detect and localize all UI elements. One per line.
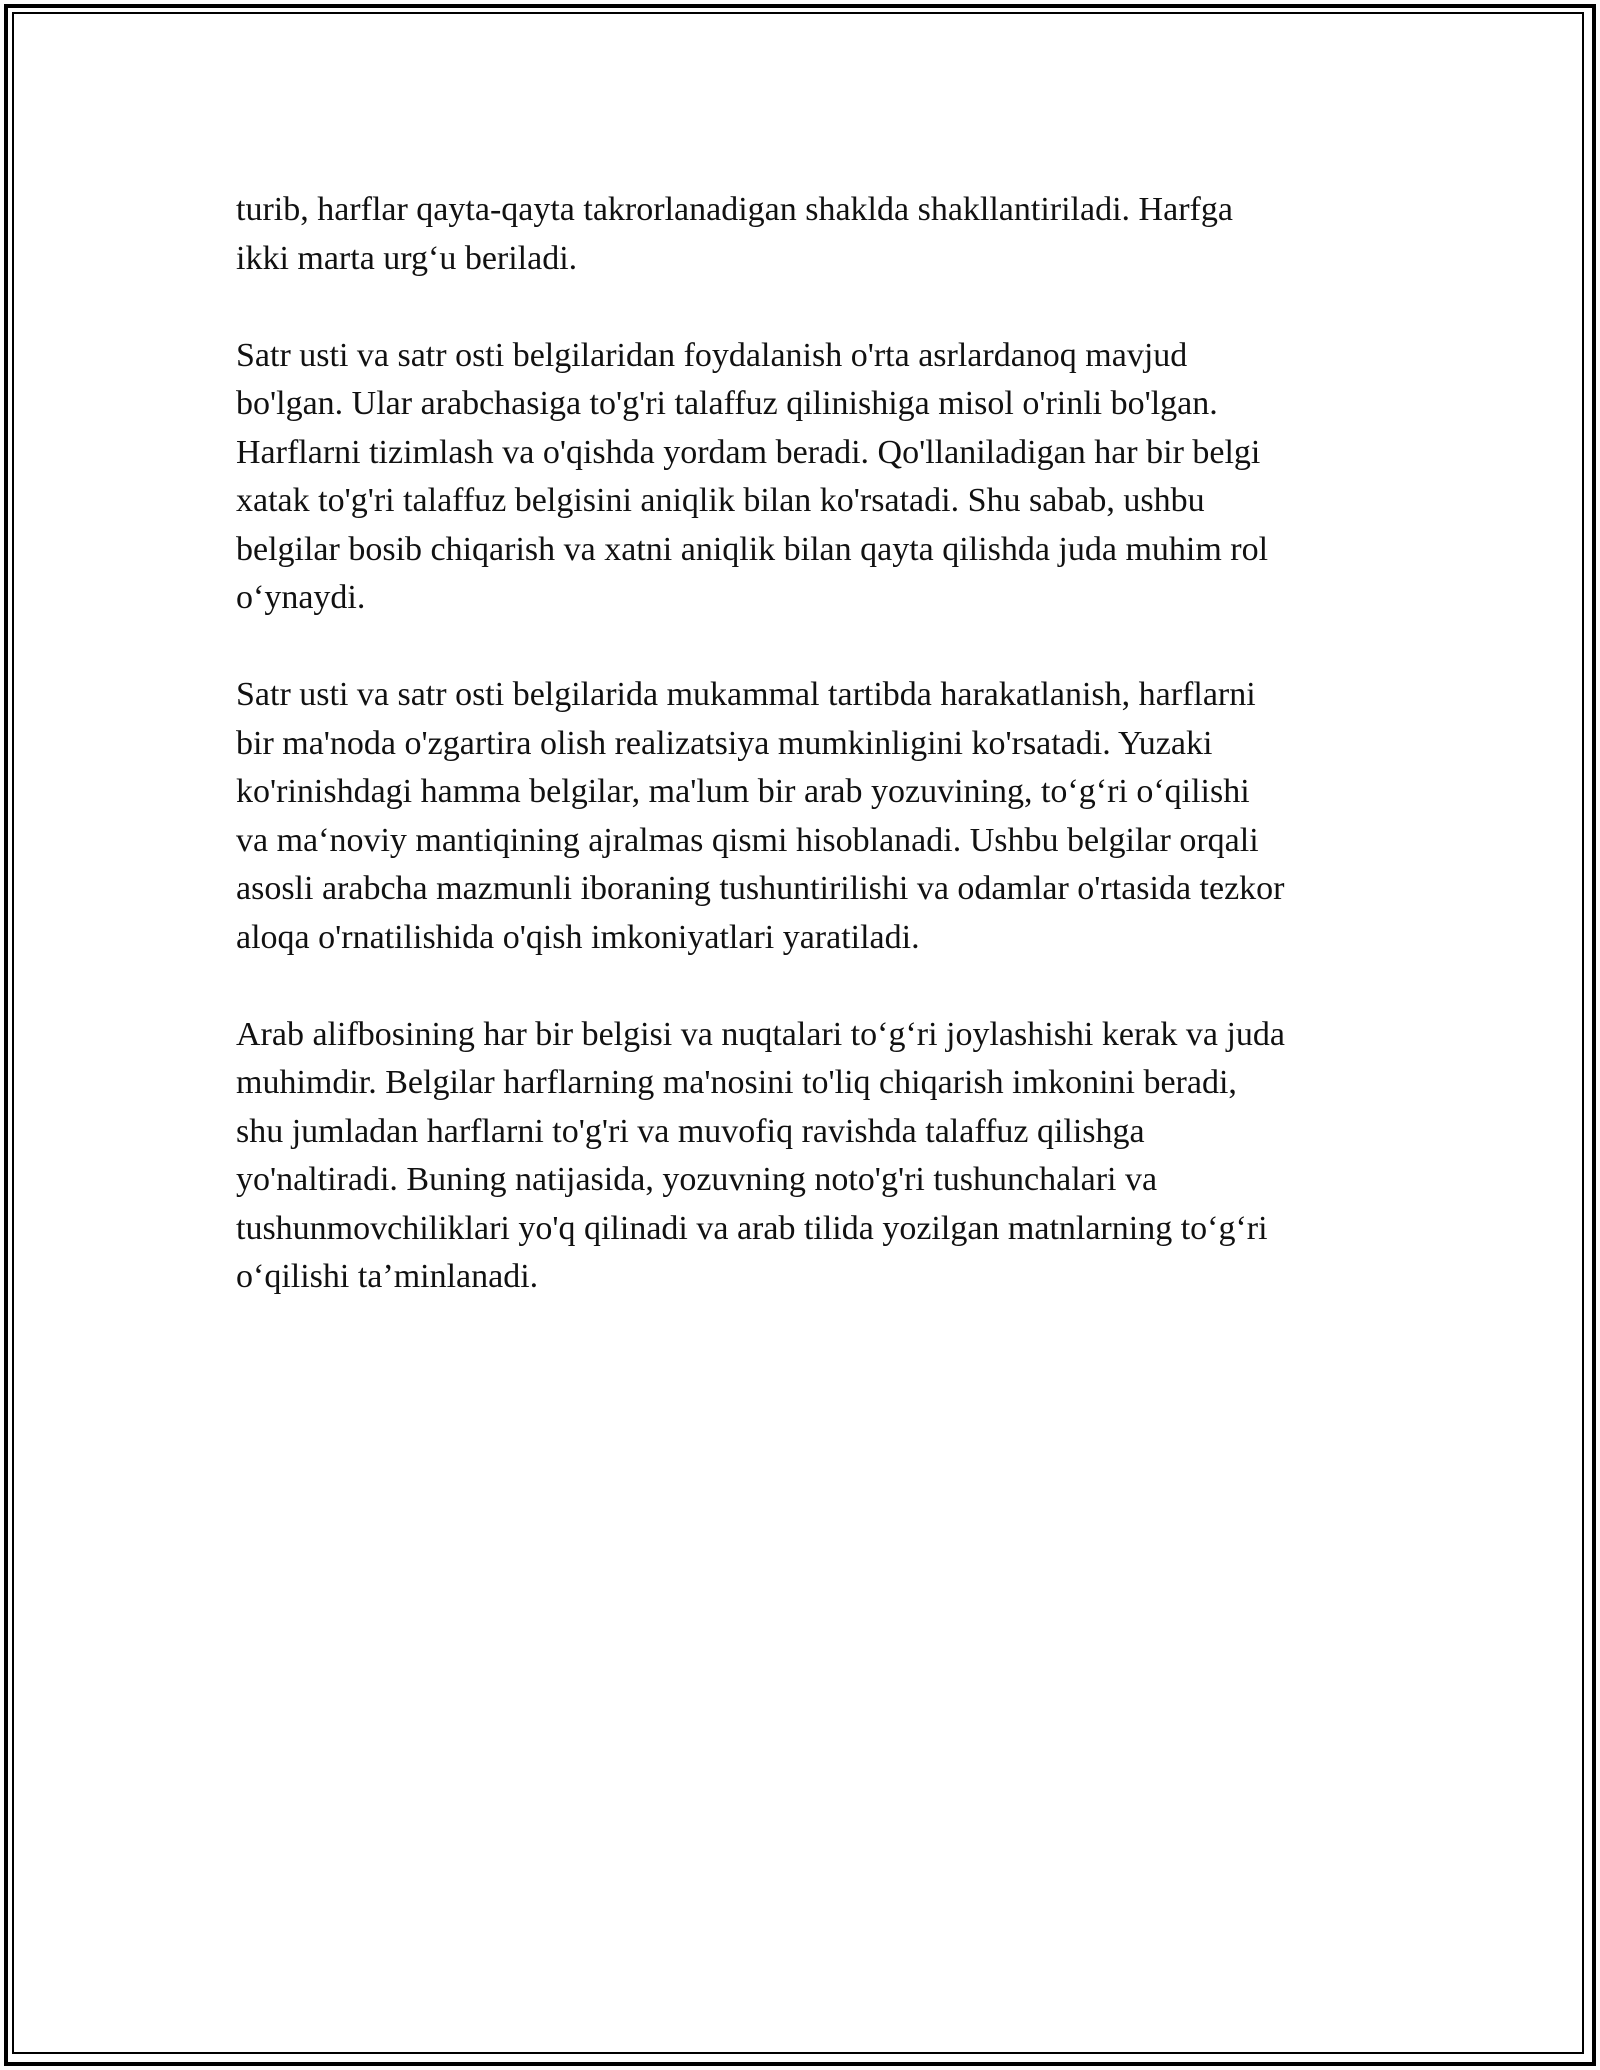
text-line: ko'rinishdagi hamma belgilar, ma'lum bir arab yozuvining, to‘g‘ri o‘qilishi [236,773,1250,810]
text-line: Arab alifbosining har bir belgisi va nuqtalari to‘g‘ri joylashishi kerak va juda [236,1015,1286,1053]
text-line: yo'naltiradi. Buning natijasida, yozuvning noto'g'ri tushunchalari va [236,1161,1158,1198]
text-line: va ma‘noviy mantiqining ajralmas qismi hisoblanadi. Ushbu belgilar orqali [236,821,1259,859]
text-line: xatak to'g'ri talaffuz belgisini aniqlik bilan ko'rsatadi. Shu sabab, ushbu [236,482,1205,519]
text-line: Harflarni tizimlash va o'qishda yordam beradi. Qo'llaniladigan har bir belgi [236,433,1261,471]
paragraph-1 [236,186,1396,283]
text-line: muhimdir. Belgilar harflarning ma'nosini to'liq chiqarish imkonini beradi, [236,1064,1237,1101]
text-line: aloqa o'rnatilishida o'qish imkoniyatlari yaratiladi. [236,918,920,956]
text-line: tushunmovchiliklari yo'q qilinadi va arab tilida yozilgan matnlarning to‘g‘ri [236,1209,1268,1247]
paragraph-3 [236,671,1396,962]
text-line: o‘qilishi ta’minlanadi. [236,1258,539,1295]
text-line: shu jumladan harflarni to'g'ri va muvofiq ravishda talaffuz qilishga [236,1112,1145,1150]
text-line: Satr usti va satr osti belgilaridan foydalanish o'rta asrlardanoq mavjud [236,336,1188,374]
text-line: turib, harflar qayta-qayta takrorlanadigan shaklda shakllantiriladi. Harfga [236,191,1233,228]
text-line: Satr usti va satr osti belgilarida mukammal tartibda harakatlanish, harflarni [236,676,1256,713]
paragraph-4 [236,1011,1396,1302]
text-line: o‘ynaydi. [236,579,366,616]
text-line: bir ma'noda o'zgartira olish realizatsiya mumkinligini ko'rsatadi. Yuzaki [236,724,1213,762]
document-body [236,186,1396,1350]
text-line: belgilar bosib chiqarish va xatni aniqlik bilan qayta qilishda juda muhim rol [236,530,1269,568]
text-line: ikki marta urg‘u beriladi. [236,239,578,277]
paragraph-2 [236,332,1396,623]
text-line: bo'lgan. Ular arabchasiga to'g'ri talaffuz qilinishiga misol o'rinli bo'lgan. [236,385,1218,422]
text-line: asosli arabcha mazmunli iboraning tushuntirilishi va odamlar o'rtasida tezkor [236,870,1285,907]
